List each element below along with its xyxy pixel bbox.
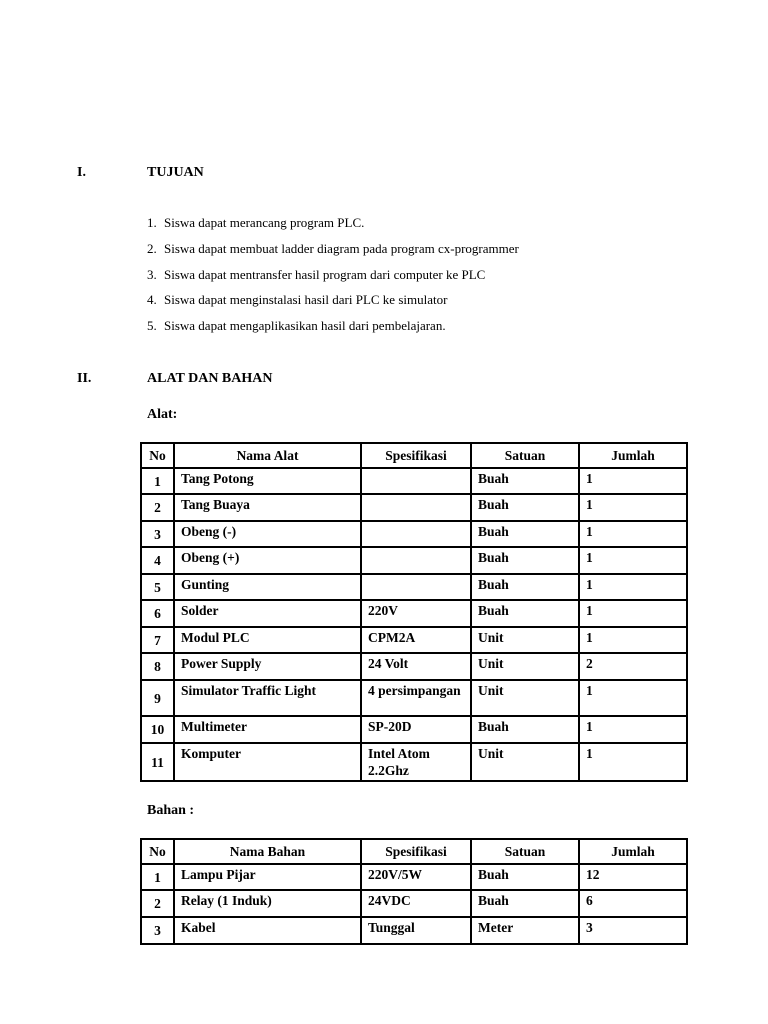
cell-satuan: Buah <box>471 547 579 574</box>
cell-jumlah: 1 <box>579 743 687 781</box>
column-header-jumlah: Jumlah <box>579 839 687 864</box>
cell-satuan: Buah <box>471 600 579 627</box>
cell-jumlah: 1 <box>579 521 687 547</box>
cell-jumlah: 1 <box>579 680 687 716</box>
list-item-text: Siswa dapat merancang program PLC. <box>164 215 365 230</box>
cell-spesifikasi <box>361 574 471 600</box>
alat-table-body <box>141 468 687 781</box>
cell-satuan: Buah <box>471 494 579 521</box>
cell-jumlah: 3 <box>579 917 687 944</box>
alat-table <box>140 442 688 782</box>
alat-label: Alat: <box>147 407 178 422</box>
cell-satuan: Buah <box>471 521 579 547</box>
table-row <box>141 653 687 680</box>
cell-no: 3 <box>141 521 174 547</box>
table-row <box>141 468 687 494</box>
cell-no: 1 <box>141 864 174 890</box>
cell-satuan: Buah <box>471 574 579 600</box>
table-header-row <box>141 443 687 468</box>
cell-nama: Kabel <box>174 917 361 944</box>
cell-satuan: Unit <box>471 743 579 781</box>
cell-no: 8 <box>141 653 174 680</box>
list-item <box>147 318 519 344</box>
cell-nama: Tang Buaya <box>174 494 361 521</box>
cell-satuan: Buah <box>471 468 579 494</box>
cell-jumlah: 1 <box>579 716 687 743</box>
list-item-number: 4. <box>147 292 157 308</box>
column-header-nama: Nama Bahan <box>174 839 361 864</box>
cell-jumlah: 1 <box>579 600 687 627</box>
cell-satuan: Unit <box>471 680 579 716</box>
list-item <box>147 215 519 241</box>
cell-satuan: Buah <box>471 890 579 917</box>
cell-spesifikasi: SP-20D <box>361 716 471 743</box>
cell-nama: Modul PLC <box>174 627 361 653</box>
cell-satuan: Buah <box>471 716 579 743</box>
cell-nama: Power Supply <box>174 653 361 680</box>
list-item <box>147 292 519 318</box>
table-row <box>141 574 687 600</box>
cell-jumlah: 1 <box>579 547 687 574</box>
column-header-jumlah: Jumlah <box>579 443 687 468</box>
list-item <box>147 267 519 293</box>
table-row <box>141 917 687 944</box>
table-header-row <box>141 839 687 864</box>
cell-nama: Gunting <box>174 574 361 600</box>
cell-spesifikasi: 220V <box>361 600 471 627</box>
cell-spesifikasi: 4 persimpangan <box>361 680 471 716</box>
cell-spesifikasi: CPM2A <box>361 627 471 653</box>
cell-jumlah: 1 <box>579 494 687 521</box>
section-title: TUJUAN <box>147 165 204 180</box>
cell-nama: Tang Potong <box>174 468 361 494</box>
cell-no: 6 <box>141 600 174 627</box>
section-number: II. <box>77 371 92 386</box>
column-header-no: No <box>141 443 174 468</box>
cell-spesifikasi: 24 Volt <box>361 653 471 680</box>
bahan-table <box>140 838 688 945</box>
cell-no: 7 <box>141 627 174 653</box>
cell-satuan: Unit <box>471 653 579 680</box>
list-item-number: 5. <box>147 318 157 334</box>
cell-spesifikasi: 220V/5W <box>361 864 471 890</box>
bahan-label: Bahan : <box>147 803 195 818</box>
table-row <box>141 680 687 716</box>
cell-jumlah: 1 <box>579 574 687 600</box>
cell-no: 10 <box>141 716 174 743</box>
table-row <box>141 716 687 743</box>
table-row <box>141 600 687 627</box>
cell-jumlah: 2 <box>579 653 687 680</box>
list-item-number: 1. <box>147 215 157 230</box>
table-row <box>141 890 687 917</box>
column-header-spesifikasi: Spesifikasi <box>361 839 471 864</box>
cell-no: 9 <box>141 680 174 716</box>
cell-jumlah: 1 <box>579 627 687 653</box>
cell-nama: Obeng (-) <box>174 521 361 547</box>
table-row <box>141 547 687 574</box>
bahan-table-body <box>141 864 687 944</box>
cell-nama: Solder <box>174 600 361 627</box>
table-row <box>141 494 687 521</box>
cell-spesifikasi <box>361 494 471 521</box>
cell-spesifikasi <box>361 521 471 547</box>
table-row <box>141 864 687 890</box>
cell-satuan: Meter <box>471 917 579 944</box>
cell-spesifikasi: Intel Atom 2.2Ghz <box>361 743 471 781</box>
cell-no: 4 <box>141 547 174 574</box>
goals-list <box>147 215 519 344</box>
column-header-satuan: Satuan <box>471 443 579 468</box>
cell-no: 5 <box>141 574 174 600</box>
column-header-no: No <box>141 839 174 864</box>
cell-nama: Lampu Pijar <box>174 864 361 890</box>
list-item-text: Siswa dapat membuat ladder diagram pada program cx-programmer <box>164 240 519 256</box>
cell-jumlah: 1 <box>579 468 687 494</box>
table-row <box>141 521 687 547</box>
cell-satuan: Buah <box>471 864 579 890</box>
cell-nama: Simulator Traffic Light <box>174 680 361 716</box>
cell-no: 2 <box>141 494 174 521</box>
cell-nama: Multimeter <box>174 716 361 743</box>
cell-spesifikasi <box>361 468 471 494</box>
column-header-satuan: Satuan <box>471 839 579 864</box>
list-item <box>147 241 519 267</box>
section-title: ALAT DAN BAHAN <box>147 371 273 386</box>
list-item-text: Siswa dapat mentransfer hasil program dari computer ke PLC <box>164 266 486 282</box>
section-number: I. <box>77 165 86 180</box>
table-row <box>141 743 687 781</box>
cell-jumlah: 12 <box>579 864 687 890</box>
list-item-text: Siswa dapat mengaplikasikan hasil dari pembelajaran. <box>164 318 446 334</box>
cell-nama: Relay (1 Induk) <box>174 890 361 917</box>
column-header-nama: Nama Alat <box>174 443 361 468</box>
cell-satuan: Unit <box>471 627 579 653</box>
cell-spesifikasi: 24VDC <box>361 890 471 917</box>
cell-no: 2 <box>141 890 174 917</box>
list-item-text: Siswa dapat menginstalasi hasil dari PLC ke simulator <box>164 292 448 308</box>
cell-no: 3 <box>141 917 174 944</box>
cell-no: 1 <box>141 468 174 494</box>
table-row <box>141 627 687 653</box>
column-header-spesifikasi: Spesifikasi <box>361 443 471 468</box>
cell-nama: Obeng (+) <box>174 547 361 574</box>
cell-spesifikasi <box>361 547 471 574</box>
list-item-number: 2. <box>147 240 157 256</box>
cell-jumlah: 6 <box>579 890 687 917</box>
cell-nama: Komputer <box>174 743 361 781</box>
list-item-number: 3. <box>147 266 157 282</box>
cell-spesifikasi: Tunggal <box>361 917 471 944</box>
cell-no: 11 <box>141 743 174 781</box>
